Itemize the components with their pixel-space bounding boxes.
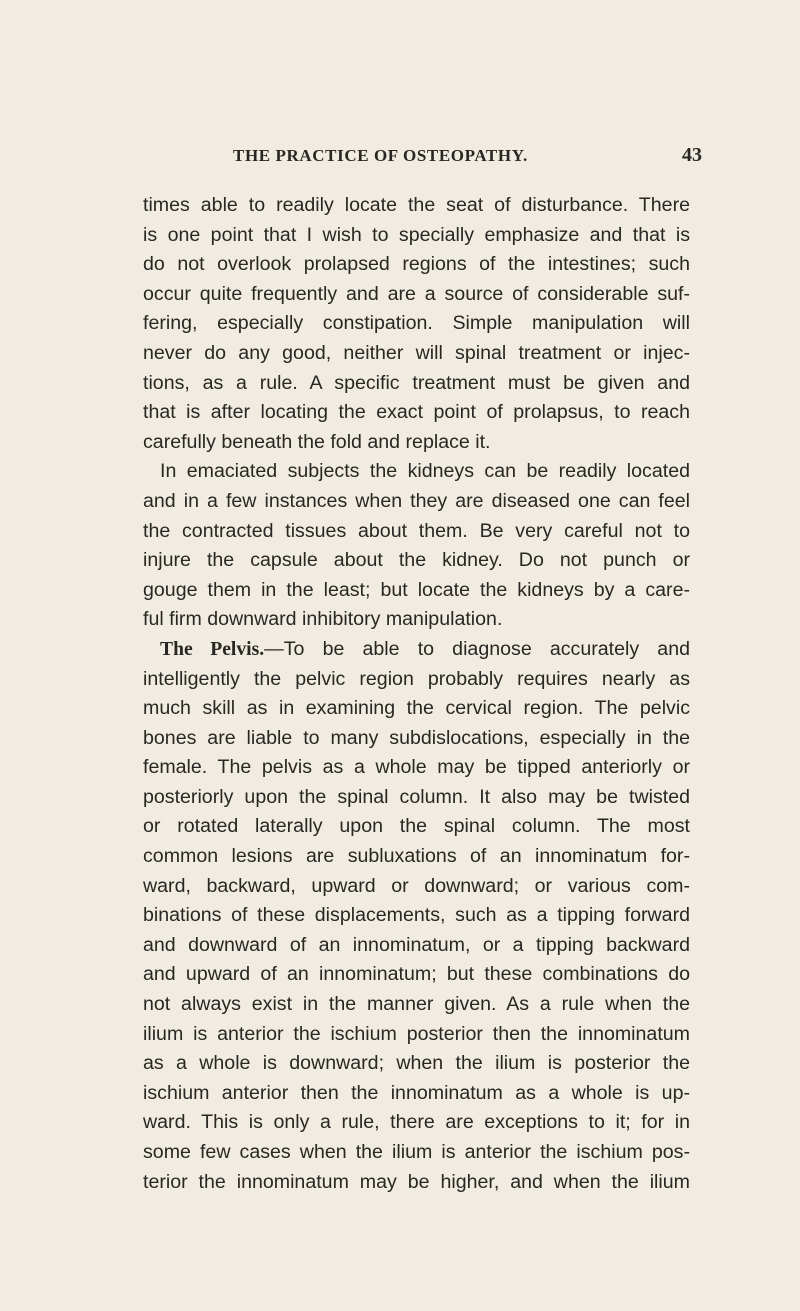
text-line: ward, backward, upward or downward; or various com- (143, 874, 690, 897)
text-line: intelligently the pelvic region probably requires nearly as (143, 667, 690, 690)
text-line: gouge them in the least; but locate the kidneys by a care- (143, 578, 690, 601)
text-line: tions, as a rule. A specific treatment must be given and (143, 371, 690, 394)
text-line: ilium is anterior the ischium posterior then the innominatum (143, 1022, 690, 1045)
text-line: injure the capsule about the kidney. Do not punch or (143, 549, 690, 572)
text-line: never do any good, neither will spinal treatment or injec- (143, 341, 690, 364)
text-line: fering, especially constipation. Simple manipulation will (143, 312, 690, 335)
text-line: much skill as in examining the cervical region. The pelvic (143, 697, 690, 720)
text-line: that is after locating the exact point of prolapsus, to reach (143, 401, 690, 424)
text-line: ischium anterior then the innominatum as a whole is up- (143, 1081, 690, 1104)
text-line: ful firm downward inhibitory manipulation. (143, 608, 503, 631)
text-line: do not overlook prolapsed regions of the intestines; such (143, 253, 690, 276)
page-number: 43 (682, 144, 702, 166)
text-line: not always exist in the manner given. As a rule when the (143, 993, 690, 1016)
text-line: carefully beneath the fold and replace it. (143, 430, 491, 453)
text-line: common lesions are subluxations of an innominatum for- (143, 845, 690, 868)
text-line: and in a few instances when they are diseased one can feel (143, 489, 690, 512)
text-line: and downward of an innominatum, or a tipping backward (143, 933, 690, 956)
page-header (0, 146, 800, 170)
text-line: bones are liable to many subdislocations, especially in the (143, 726, 690, 749)
text-line: as a whole is downward; when the ilium is posterior the (143, 1052, 690, 1075)
text-line: terior the innominatum may be higher, and when the ilium (143, 1170, 690, 1193)
text-line: times able to readily locate the seat of disturbance. There (143, 194, 690, 216)
text-line: or rotated laterally upon the spinal column. The most (143, 815, 690, 838)
section-heading: The Pelvis. (160, 638, 265, 660)
text-line: is one point that I wish to specially emphasize and that is (143, 223, 690, 246)
text-line: In emaciated subjects the kidneys can be readily located (160, 460, 690, 483)
running-title: THE PRACTICE OF OSTEOPATHY. (233, 146, 528, 165)
text-line: the contracted tissues about them. Be very careful not to (143, 519, 690, 542)
text-line: occur quite frequently and are a source of considerable suf- (143, 282, 690, 305)
text-line: some few cases when the ilium is anterior the ischium pos- (143, 1141, 690, 1163)
text-line: binations of these displacements, such as a tipping forward (143, 904, 690, 927)
text-run: —To be able to diagnose accurately and (264, 637, 690, 660)
text-line: and upward of an innominatum; but these combinations do (143, 963, 690, 986)
text-line: posteriorly upon the spinal column. It also may be twisted (143, 785, 690, 808)
text-line-with-heading (143, 635, 690, 665)
body-text (143, 191, 690, 1197)
text-line: ward. This is only a rule, there are exceptions to it; for in (143, 1111, 690, 1134)
text-line: female. The pelvis as a whole may be tipped anteriorly or (143, 756, 690, 779)
